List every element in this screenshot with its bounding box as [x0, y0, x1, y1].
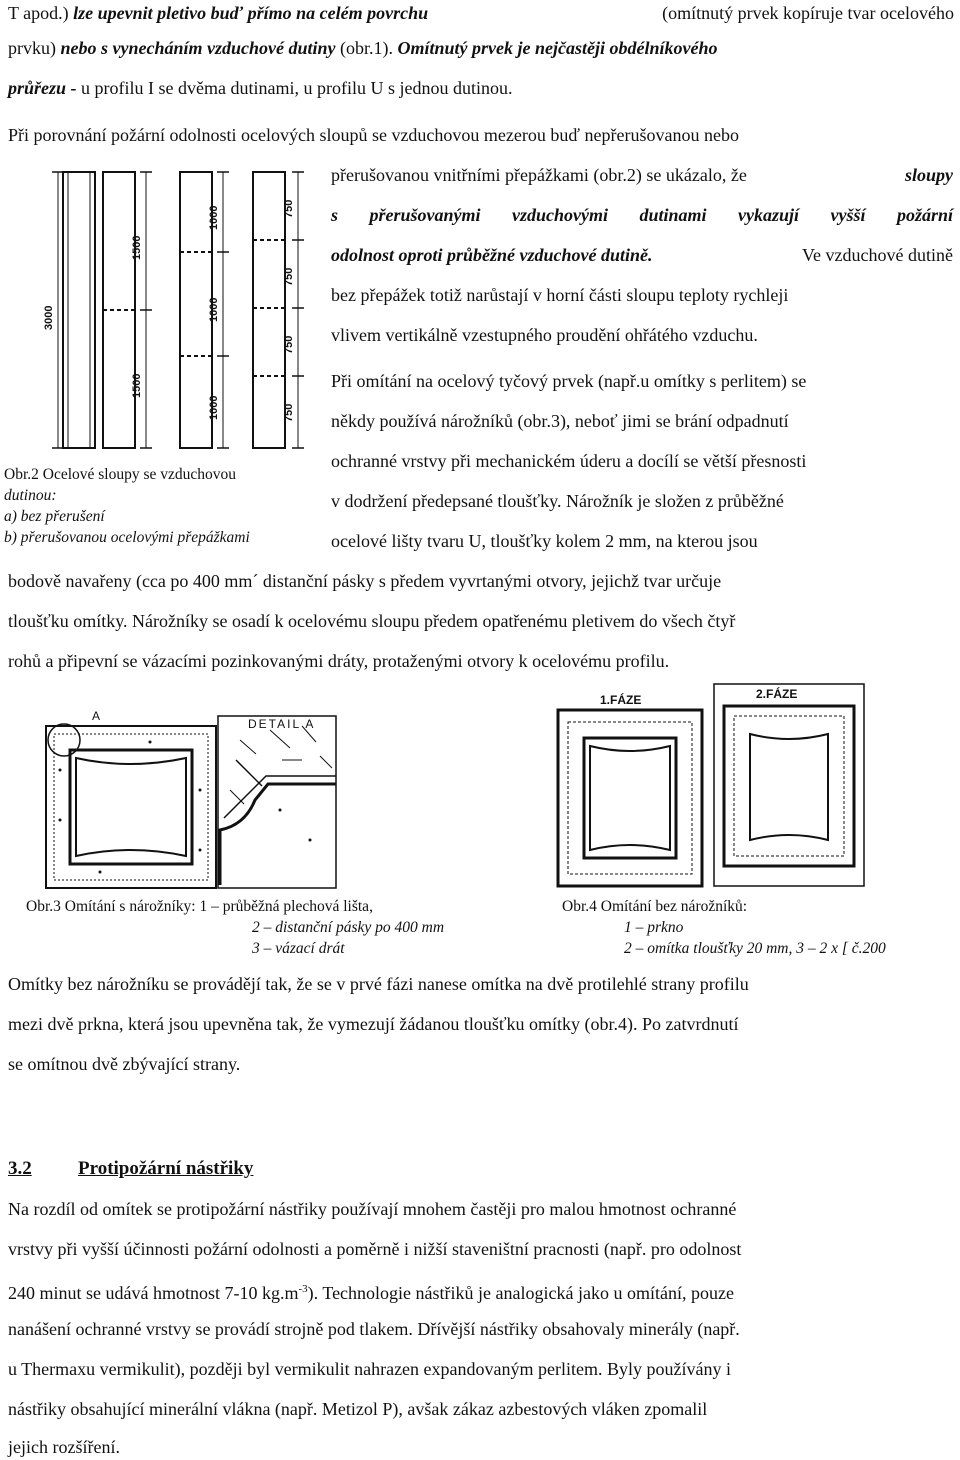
figure-2-columns: [8, 160, 308, 460]
p5-line-4: nanášení ochranné vrstvy se provádí strojně pod tlakem. Dřívější nástřiky obsahovaly minerály (např.: [8, 1319, 740, 1339]
superscript: -3: [298, 1283, 308, 1295]
p3-full-2: tloušťku omítky. Nárožníky se osadí k ocelovému sloupu předem opatřenému pletivem do všech čtyř: [8, 611, 736, 631]
p5-line-3: [8, 1278, 734, 1304]
p2-right-2: s přerušovanými vzduchovými dutinami vykazují vyšší požární: [331, 205, 953, 225]
text-emphasis: lze upevnit pletivo buď přímo na celém povrchu: [73, 3, 429, 23]
caption-line: 2 – distanční pásky po 400 mm: [252, 919, 445, 936]
p3-right-1: Při omítání na ocelový tyčový prvek (např.u omítky s perlitem) se: [331, 371, 807, 391]
dim-label: 750: [283, 199, 295, 218]
p3-full-1: bodově navařeny (cca po 400 mm´ distanční pásky s předem vyvrtanými otvory, jejichž tvar určuje: [8, 571, 722, 591]
dim-label: 1500: [131, 235, 143, 260]
section-title: Protipožární nástřiky: [78, 1158, 254, 1179]
p5-line-5: u Thermaxu vermikulit), později byl vermikulit nahrazen expandovaným perlitem. Byly používány i: [8, 1359, 731, 1379]
label-phase-1: 1.FÁZE: [600, 693, 642, 707]
p2-right-1: [331, 164, 953, 186]
p5-line-6: nástřiky obsahující minerální vlákna (např. Metizol P), avšak zákaz azbestových vláken zpomalil: [8, 1399, 708, 1419]
text-emphasis: sloupy: [904, 165, 953, 185]
figure-3-caption: [26, 896, 444, 959]
dim-label: 750: [283, 335, 295, 354]
p3-right-4: v dodržení předepsané tloušťky. Nárožník je složen z průběžné: [331, 491, 784, 511]
section-heading: [8, 1158, 253, 1180]
text: prvku): [8, 38, 61, 58]
p5-line-7: jejich rozšíření.: [8, 1437, 120, 1457]
caption-line: a) bez přerušení: [4, 508, 105, 525]
p2-right-3: [331, 244, 953, 266]
caption-line: b) přerušovanou ocelovými přepážkami: [4, 529, 250, 546]
label-phase-2: 2.FÁZE: [756, 687, 798, 701]
caption-line: dutinou:: [4, 487, 57, 504]
dim-label: 750: [283, 267, 295, 286]
section-number: 3.2: [8, 1158, 32, 1179]
text-emphasis: nebo s vynecháním vzduchové dutiny: [60, 38, 336, 58]
dim-label: 3000: [43, 305, 55, 330]
p4-line-3: se omítnou dvě zbývající strany.: [8, 1054, 241, 1074]
p3-right-2: někdy používá nárožníků (obr.3), neboť jimi se brání odpadnutí: [331, 411, 789, 431]
figure-3-corner-beads: [40, 700, 340, 890]
caption-line: Obr.2 Ocelové sloupy se vzduchovou: [4, 466, 237, 483]
p4-line-1: Omítky bez nárožníku se provádějí tak, že se v prvé fázi nanese omítka na dvě protilehlé strany profilu: [8, 974, 749, 994]
p1-line-3: [8, 77, 512, 99]
p2-line-1: Při porovnání požární odolnosti ocelových sloupů se vzduchovou mezerou buď nepřerušovanou nebo: [8, 125, 739, 145]
p3-full-3: rohů a připevní se vázacími pozinkovanými dráty, protaženými otvory k ocelovému profilu.: [8, 651, 670, 671]
dim-label: 1000: [208, 395, 220, 420]
figure-2-caption: [4, 464, 250, 548]
p4-line-2: mezi dvě prkna, která jsou upevněna tak, že vymezují žádanou tloušťku omítky (obr.4). Po zatvrdnutí: [8, 1014, 739, 1034]
caption-line: 2 – omítka tloušťky 20 mm, 3 – 2 x [ č.200: [624, 940, 886, 957]
text: (obr.1).: [335, 38, 398, 58]
text: u profilu I se dvěma dutinami, u profilu U s jednou dutinou.: [81, 78, 513, 98]
p3-right-5: ocelové lišty tvaru U, tloušťky kolem 2 mm, na kterou jsou: [331, 531, 758, 551]
p1-line-2: [8, 37, 954, 59]
text: ). Technologie nástřiků je analogická jako u omítání, pouze: [307, 1283, 734, 1303]
dim-label: 1500: [131, 373, 143, 398]
caption-line: Obr.4 Omítání bez nárožníků:: [562, 898, 748, 915]
text: 240 minut se udává hmotnost 7-10 kg.m: [8, 1283, 299, 1303]
text-emphasis: odolnost oproti průběžné vzduchové dutině.: [331, 245, 653, 265]
p2-right-5: vlivem vertikálně vzestupného proudění ohřátého vzduchu.: [331, 325, 758, 345]
p3-right-3: ochranné vrstvy při mechanickém úderu a docílí se větší přesnosti: [331, 451, 807, 471]
dim-label: 1000: [208, 205, 220, 230]
caption-line: Obr.3 Omítání s nárožníky: 1 – průběžná plechová lišta,: [26, 898, 373, 915]
p5-line-1: Na rozdíl od omítek se protipožární nástřiky používají mnohem častěji pro malou hmotnost ochranné: [8, 1199, 737, 1219]
dim-label: 750: [283, 403, 295, 422]
label-a: A: [92, 709, 101, 723]
text: (omítnutý prvek kopíruje tvar ocelového: [662, 3, 954, 23]
caption-line: 1 – prkno: [624, 919, 684, 936]
figure-4-no-corner-beads: [556, 682, 866, 892]
text: T apod.): [8, 3, 74, 23]
p2-right-4: bez přepážek totiž narůstají v horní části sloupu teploty rychleji: [331, 285, 789, 305]
text-emphasis: Omítnutý prvek je nejčastěji obdélníkového: [397, 38, 718, 58]
p1-line-1: [8, 2, 954, 24]
text: přerušovanou vnitřními přepážkami (obr.2) se ukázalo, že: [331, 165, 747, 185]
dim-label: 1000: [208, 297, 220, 322]
text: Ve vzduchové dutině: [802, 245, 953, 265]
caption-line: 3 – vázací drát: [252, 940, 345, 957]
figure-4-caption: [562, 896, 886, 959]
p5-line-2: vrstvy při vyšší účinnosti požární odolnosti a poměrně i nižší staveništní pracnosti (např. pro odolnost: [8, 1239, 742, 1259]
label-detail-a: DETAIL A: [248, 717, 316, 731]
text-emphasis: průřezu -: [8, 78, 82, 98]
